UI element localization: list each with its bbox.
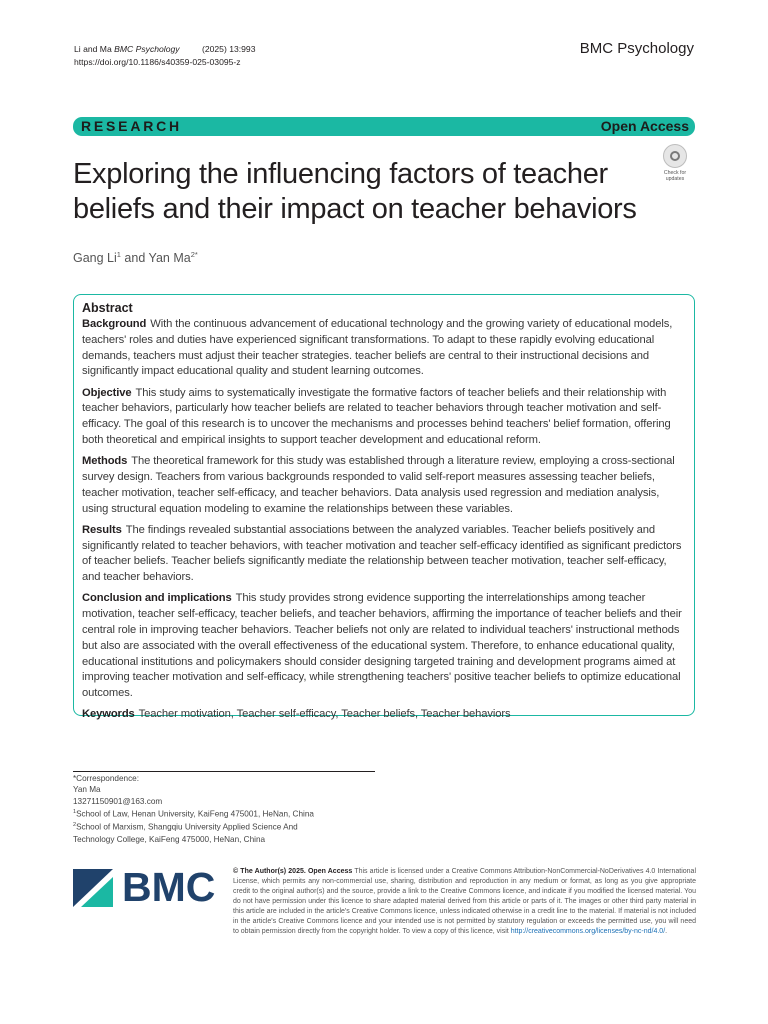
citation-line xyxy=(74,43,255,56)
abstract-results: Results The findings revealed substantial associations between the analyzed variables. Teacher beliefs positively and significantly related to teacher behaviors, with teacher motivation and teacher self-efficacy identified as significant predictors of teacher beliefs. Teacher beliefs significantly mediate the relationship between teacher motivation, teacher self-efficacy, and teacher behaviors. xyxy=(82,523,682,584)
article-title: Exploring the influencing factors of teacher beliefs and their impact on teacher behaviors xyxy=(73,158,637,225)
author-1-affiliation: 1 xyxy=(116,250,121,259)
keywords-label: Keywords xyxy=(82,708,135,721)
abstract-background: Background With the continuous advancement of educational technology and the growing variety of educational models, teachers' roles and duties have experienced significant transformations. To adapt to these rapidly evolving educational demands, teachers must adjust their teacher strategies. teacher beliefs are central to their instructional decisions and significantly impact educational quality and student learning outcomes. xyxy=(82,318,673,378)
license-text: This article is licensed under a Creative Commons Attribution-NonCommercial-NoDerivatives 4.0 International License, which permits any non-commercial use, sharing, distribution and reproduction in any medium or format, as long as you give appropriate credit to the original author(s) and the source, provide a link to the Creative Commons licence, and indicate if you modified the licensed material. You do not have permission under this licence to share adapted material derived from this article or parts of it. The images or other third party material in this article are included in the article's Creative Commons licence, unless indicated otherwise in a credit line to the material. If material is not included in the article's Creative Commons licence and your intended use is not permitted by statutory regulation or exceeds the permitted use, you will need to obtain permission directly from the copyright holder. To view a copy of this licence, visit xyxy=(233,868,697,935)
abstract-conclusion: Conclusion and implications This study provides strong evidence supporting the interrelationships among teacher motivation, teacher self-efficacy, teacher beliefs, and teacher behaviors, affirming the importance of teacher beliefs and their central role in improving teacher behaviors. Teacher beliefs not only are related to individual teachers' instructional methods but also are associated with the overall effectiveness of the educational system. Therefore, to enhance educational quality, educational institutions and policymakers should consider designing targeted training and development programs aimed at improving teacher motivation and self-efficacy, while strengthening teachers' positive teacher beliefs to optimize educational outcomes. xyxy=(82,592,682,700)
license-link[interactable]: http://creativecommons.org/licenses/by-nc-nd/4.0/ xyxy=(510,928,666,935)
affiliation-2: $^2$School of Marxism, Shangqiu University Applied Science And xyxy=(73,822,298,833)
open-access-label: Open Access xyxy=(600,118,689,134)
section-label: RESEARCH xyxy=(81,118,182,134)
correspondence-block xyxy=(73,773,314,845)
check-updates-icon xyxy=(663,144,687,168)
correspondence-name: Yan Ma xyxy=(73,785,101,795)
authors-short: Li and Ma xyxy=(74,44,112,54)
doi-link[interactable]: https://doi.org/10.1186/s40359-025-03095-z xyxy=(74,57,241,67)
background-label: Background xyxy=(82,318,147,330)
author-list: Gang Li$^1$ and Yan $Ma^{2*}$ xyxy=(73,250,198,266)
year-volume: (2025) 13:993 xyxy=(201,44,256,54)
affiliation-1: $^1$School of Law, Henan University, KaiFeng 475001, HeNan, China xyxy=(73,809,314,819)
license-statement: © The Author(s) 2025. Open Access This article is licensed under a Creative Commons Attribution-NonCommercial-NoDerivatives 4.0 International License, which permits any non-commercial use, sharing, distribution and reproduction in any medium or format, as long as you give appropriate credit to the original author(s) and the source, provide a link to the Creative Commons licence, and indicate if you modified the licensed material. You do not have permission under this licence to share adapted material derived from this article or parts of it. The images or other third party material in this article are included in the article's Creative Commons licence, unless indicated otherwise in a credit line to the material. If material is not included in the article's Creative Commons licence and your intended use is not permitted by statutory regulation or exceeds the permitted use, you will need to obtain permission directly from the copyright holder. To view a copy of this licence, visit http://creativecommons.org/licenses/by-nc-nd/4.0/. xyxy=(233,868,697,935)
correspondence-label: *Correspondence: xyxy=(73,774,139,783)
affiliation-2-cont: Technology College, KaiFeng 475000, HeNan, China xyxy=(73,834,266,844)
abstract-box xyxy=(73,294,695,721)
abstract-keywords: Keywords Teacher motivation, Teacher self-efficacy, Teacher beliefs, Teacher behaviors xyxy=(82,708,511,721)
results-label: Results xyxy=(82,523,122,536)
check-for-updates-badge[interactable] xyxy=(656,144,694,184)
abstract-objective: Objective This study aims to systematically investigate the formative factors of teacher beliefs and their relationship with teacher behaviors, particularly how teacher beliefs are related to teacher behaviors through teacher motivation and self-efficacy. The goal of this research is to uncover the mechanisms and processes behind teachers' belief formation, offering both theoretical and empirical insights to support teacher development and educational reform. xyxy=(82,386,671,446)
license-open-access: Open Access xyxy=(307,868,353,875)
copyright-notice: © The Author(s) 2025. xyxy=(233,868,306,875)
bmc-logo-text: BMC xyxy=(122,864,216,910)
author-1[interactable]: Gang Li xyxy=(73,251,117,266)
author-2[interactable]: Yan Ma xyxy=(148,251,191,266)
conclusion-label: Conclusion and implications xyxy=(82,592,232,605)
author-2-affiliation: 2* xyxy=(190,250,198,259)
bmc-logo xyxy=(73,864,218,910)
bmc-logo-mark-icon xyxy=(73,869,113,907)
correspondence-email[interactable]: 13271150901@163.com xyxy=(73,796,163,806)
journal-name: BMC Psychology xyxy=(114,44,180,54)
footnote-divider xyxy=(73,771,375,772)
running-header xyxy=(74,43,255,69)
abstract-methods: Methods The theoretical framework for this study was established through a literature review, employing a cross-sectional survey design. Teachers from various backgrounds responded to valid self-report measures assessing teacher beliefs, teacher motivation, teacher self-efficacy, and teacher behaviors. Data analysis used regression and mediation analysis, using structural equation modeling to examine the relationships between these variables. xyxy=(82,455,675,515)
objective-label: Objective xyxy=(82,386,132,399)
journal-title: BMC Psychology xyxy=(579,40,694,57)
section-banner xyxy=(73,117,695,136)
check-updates-label: Check for updates xyxy=(663,170,687,182)
methods-label: Methods xyxy=(82,455,128,468)
abstract-heading: Abstract xyxy=(82,301,133,315)
